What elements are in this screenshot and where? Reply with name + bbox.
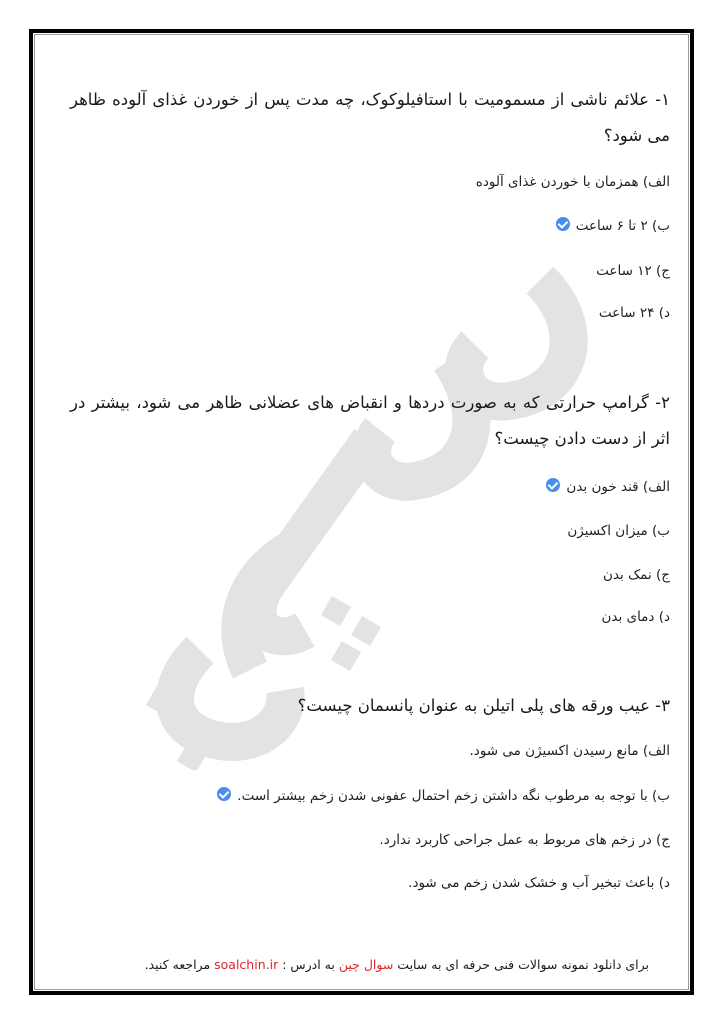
question-1-option-a[interactable]: الف) همزمان با خوردن غذای آلوده (475, 174, 670, 190)
question-3-option-c[interactable]: ج) در زخم های مربوط به عمل جراحی کاربرد ندارد. (379, 832, 670, 848)
question-3-option-a[interactable]: الف) مانع رسیدن اکسیژن می شود. (469, 743, 670, 759)
question-2-option-d[interactable]: د) دمای بدن (601, 609, 670, 625)
question-1-option-c[interactable]: ج) ۱۲ ساعت (596, 263, 670, 279)
question-2-option-c[interactable]: ج) نمک بدن (603, 567, 670, 583)
correct-check-icon (546, 478, 560, 492)
exam-content (70, 0, 670, 1024)
correct-check-icon (556, 217, 570, 231)
footer-note: برای دانلود نمونه سوالات فنی حرفه ای به سایت سوال چین به ادرس : soalchin.ir مراجعه کنید. (144, 957, 649, 972)
question-2-option-b[interactable]: ب) میزان اکسیژن (567, 523, 670, 539)
site-name-link[interactable]: سوال چین (338, 957, 394, 972)
question-1-option-d[interactable]: د) ۲۴ ساعت (598, 305, 670, 321)
site-url-link[interactable]: soalchin.ir (214, 957, 279, 972)
question-2-option-a[interactable]: الف) قند خون بدن (546, 477, 670, 497)
question-2-title: ۲- گرامپ حرارتی که به صورت دردها و انقباض های عضلانی ظاهر می شود، بیشتر در اثر از دست دادن چیست؟ (70, 393, 670, 448)
correct-check-icon (217, 787, 231, 801)
question-3-title: ۳- عیب ورقه های پلی اتیلن به عنوان پانسمان چیست؟ (297, 696, 670, 715)
question-3-option-d[interactable]: د) باعث تبخیر آب و خشک شدن زخم می شود. (408, 875, 670, 891)
question-3-option-b[interactable]: ب) با توجه به مرطوب نگه داشتن زخم احتمال عفونی شدن زخم بیشتر است. (217, 786, 670, 806)
question-1-option-b[interactable]: ب) ۲ تا ۶ ساعت (556, 216, 670, 236)
question-1-title: ۱- علائم ناشی از مسمومیت با استافیلوکوک، چه مدت پس از خوردن غذای آلوده ظاهر می شود؟ (70, 90, 670, 145)
